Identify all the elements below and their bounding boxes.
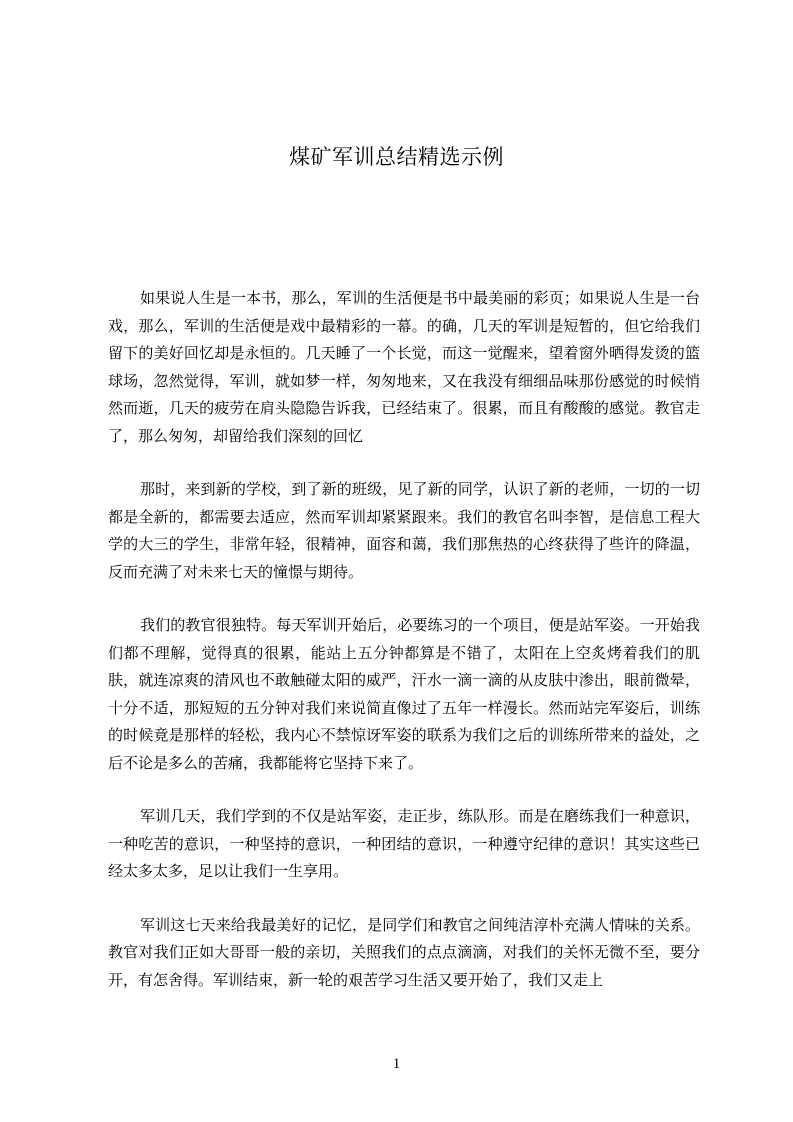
paragraph-4: 军训几天，我们学到的不仅是站军姿，走正步，练队形。而是在磨练我们一种意识，一种吃苦的意识，一种坚持的意识，一种团结的意识，一种遵守纪律的意识！其实这些已经太多太多，足以让我们一生享用。 [108,807,700,880]
paragraph-3: 我们的教官很独特。每天军训开始后，必要练习的一个项目，便是站军姿。一开始我们都不理解，觉得真的很累，能站上五分钟都算是不错了，太阳在上空炙烤着我们的肌肤，就连凉爽的清风也不敢触碰太阳的威严，汗水一滴一滴的从皮肤中渗出，眼前微晕，十分不适，那短短的五分钟对我们来说简直像过了五年一样漫长。然而站完军姿后，训练的时候竟是那样的轻松，我内心不禁惊讶军姿的联系为我们之后的训练所带来的益处，之后不论是多么的苦痛，我都能将它坚持下来了。 [108,616,700,772]
paragraph-2: 那时，来到新的学校，到了新的班级，见了新的同学，认识了新的老师，一切的一切都是全新的，都需要去适应，然而军训却紧紧跟来。我们的教官名叫李智，是信息工程大学的大三的学生，非常年轻，很精神，面容和蔼，我们那焦热的心终获得了些许的降温，反而充满了对未来七天的憧憬与期待。 [108,480,700,581]
paragraph-1: 如果说人生是一本书，那么，军训的生活便是书中最美丽的彩页；如果说人生是一台戏，那么，军训的生活便是戏中最精彩的一幕。的确，几天的军训是短暂的，但它给我们留下的美好回忆却是永恒的。几天睡了一个长觉，而这一觉醒来，望着窗外晒得发烫的篮球场，忽然觉得，军训，就如梦一样，匆匆地来，又在我没有细细品味那份感觉的时候悄然而逝，几天的疲劳在肩头隐隐告诉我，已经结束了。很累，而且有酸酸的感觉。教官走了，那么匆匆，却留给我们深刻的回忆 [108,289,700,445]
paragraph-5: 军训这七天来给我最美好的记忆，是同学们和教官之间纯洁淳朴充满人情味的关系。教官对我们正如大哥哥一般的亲切，关照我们的点点滴滴，对我们的关怀无微不至，要分开，有怎舍得。军训结束，新一轮的艰苦学习生活又要开始了，我们又走上 [108,915,700,989]
document-body [108,285,700,1020]
document-title: 煤矿军训总结精选示例 [289,145,504,169]
page-number: 1 [392,1056,401,1072]
